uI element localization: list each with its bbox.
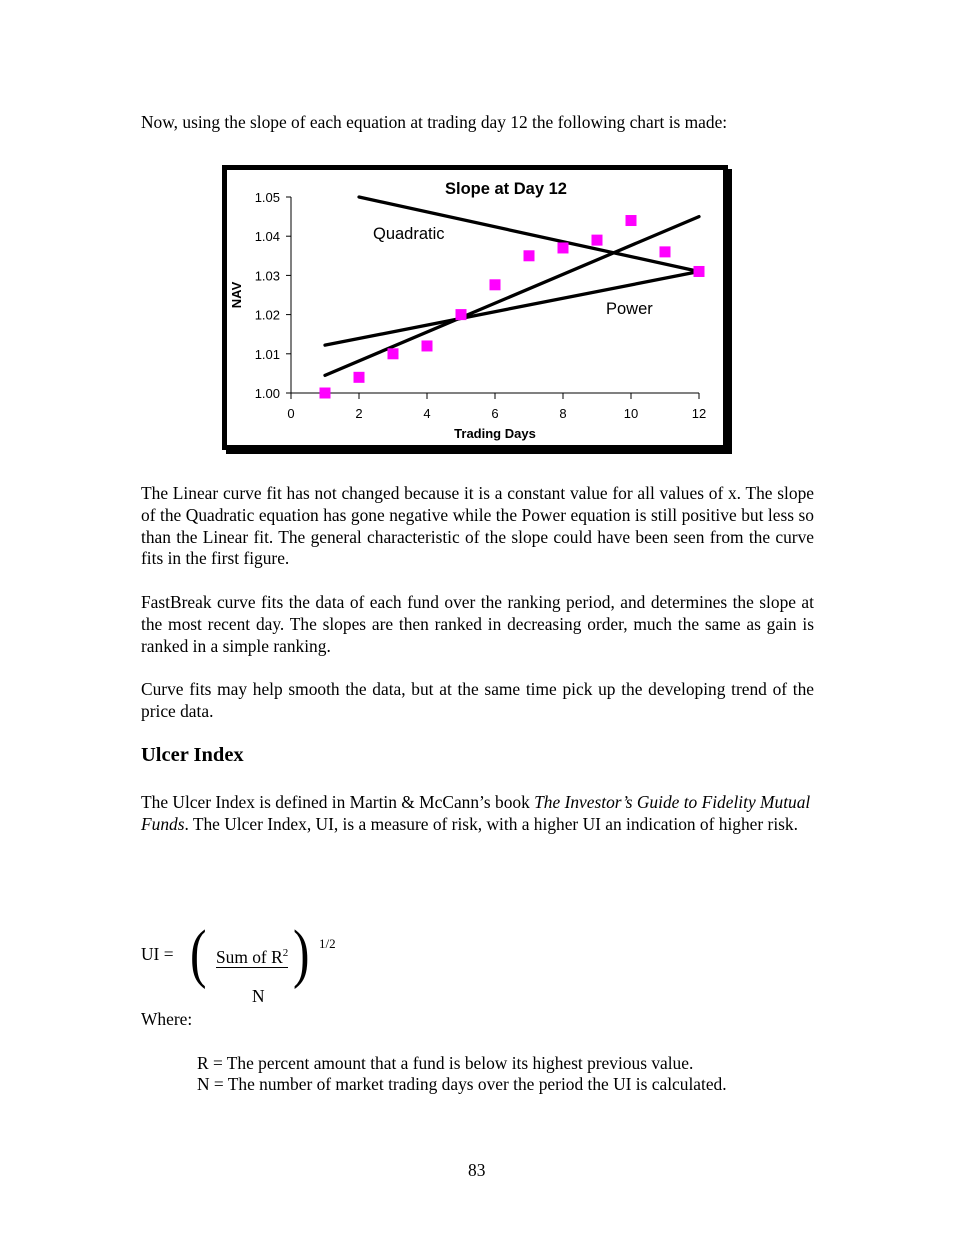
data-point	[456, 309, 467, 320]
data-point	[524, 250, 535, 261]
x-tick-label: 0	[287, 406, 295, 421]
ulcer-text-end: . The Ulcer Index, UI, is a measure of risk, with a higher UI an indication of higher risk.	[184, 813, 798, 834]
close-paren: )	[293, 917, 310, 990]
x-tick-label: 6	[491, 406, 499, 421]
x-tick-label: 4	[423, 406, 431, 421]
data-point	[490, 279, 501, 290]
x-tick-label: 12	[691, 406, 707, 421]
y-tick-label: 1.01	[254, 346, 280, 362]
data-point	[354, 372, 365, 383]
section-heading: Ulcer Index	[141, 744, 244, 766]
quadratic-label: Quadratic	[373, 225, 445, 243]
x-tick-label: 2	[355, 406, 363, 421]
data-point	[422, 340, 433, 351]
y-tick-label: 1.00	[254, 386, 280, 401]
formula-lhs: UI =	[141, 944, 174, 964]
y-tick-label: 1.02	[254, 307, 280, 323]
where-label: Where:	[141, 1009, 193, 1029]
numerator-exponent: 2	[282, 947, 289, 959]
formula-numerator	[216, 943, 288, 968]
data-point	[388, 348, 399, 359]
numerator-text: Sum of R	[216, 946, 283, 967]
definition-r: R = The percent amount that a fund is below its highest previous value.	[197, 1053, 694, 1073]
data-point	[592, 235, 603, 246]
x-tick-label: 8	[559, 406, 567, 421]
data-point	[626, 215, 637, 226]
x-axis-title: Trading Days	[454, 426, 536, 441]
x-tick-label: 10	[623, 406, 639, 421]
y-axis-title: NAV	[229, 281, 244, 309]
book-title: The Investor’s Guide to Fidelity Mutual Funds	[141, 792, 811, 834]
y-tick-label: 1.03	[254, 268, 280, 284]
data-point	[694, 266, 705, 277]
data-point	[660, 246, 671, 257]
page-number: 83	[468, 1160, 486, 1180]
definition-n: N = The number of market trading days over the period the UI is calculated.	[197, 1074, 727, 1094]
data-point	[320, 388, 331, 399]
power-label: Power	[606, 300, 653, 318]
y-tick-label: 1.04	[254, 229, 280, 245]
formula-denominator: N	[252, 986, 265, 1006]
ulcer-definition	[141, 792, 816, 836]
data-point	[558, 242, 569, 253]
ulcer-text: The Ulcer Index is defined in Martin & McCann’s book	[141, 792, 535, 812]
chart-plot	[222, 165, 730, 452]
formula-exponent: 1/2	[319, 936, 336, 951]
slope-chart	[222, 165, 728, 450]
y-tick-label: 1.05	[254, 190, 280, 205]
chart-title: Slope at Day 12	[445, 180, 567, 198]
open-paren: (	[190, 917, 207, 990]
paragraph-linear: The Linear curve fit has not changed because it is a constant value for all values of x. The slope of the Quadratic equation has gone negative while the Power equation is still positive but less so than the Linear fit. The general characteristic of the slope could have been seen from the curve fits in the first figure.	[141, 483, 814, 569]
paragraph-fastbreak: FastBreak curve fits the data of each fund over the ranking period, and determines the slope at the most recent day. The slopes are then ranked in decreasing order, much the same as gain is ranked in a simple ranking.	[141, 592, 814, 656]
intro-text: Now, using the slope of each equation at trading day 12 the following chart is made:	[141, 112, 728, 132]
paragraph-curve-fits: Curve fits may help smooth the data, but at the same time pick up the developing trend of the price data.	[141, 679, 814, 721]
